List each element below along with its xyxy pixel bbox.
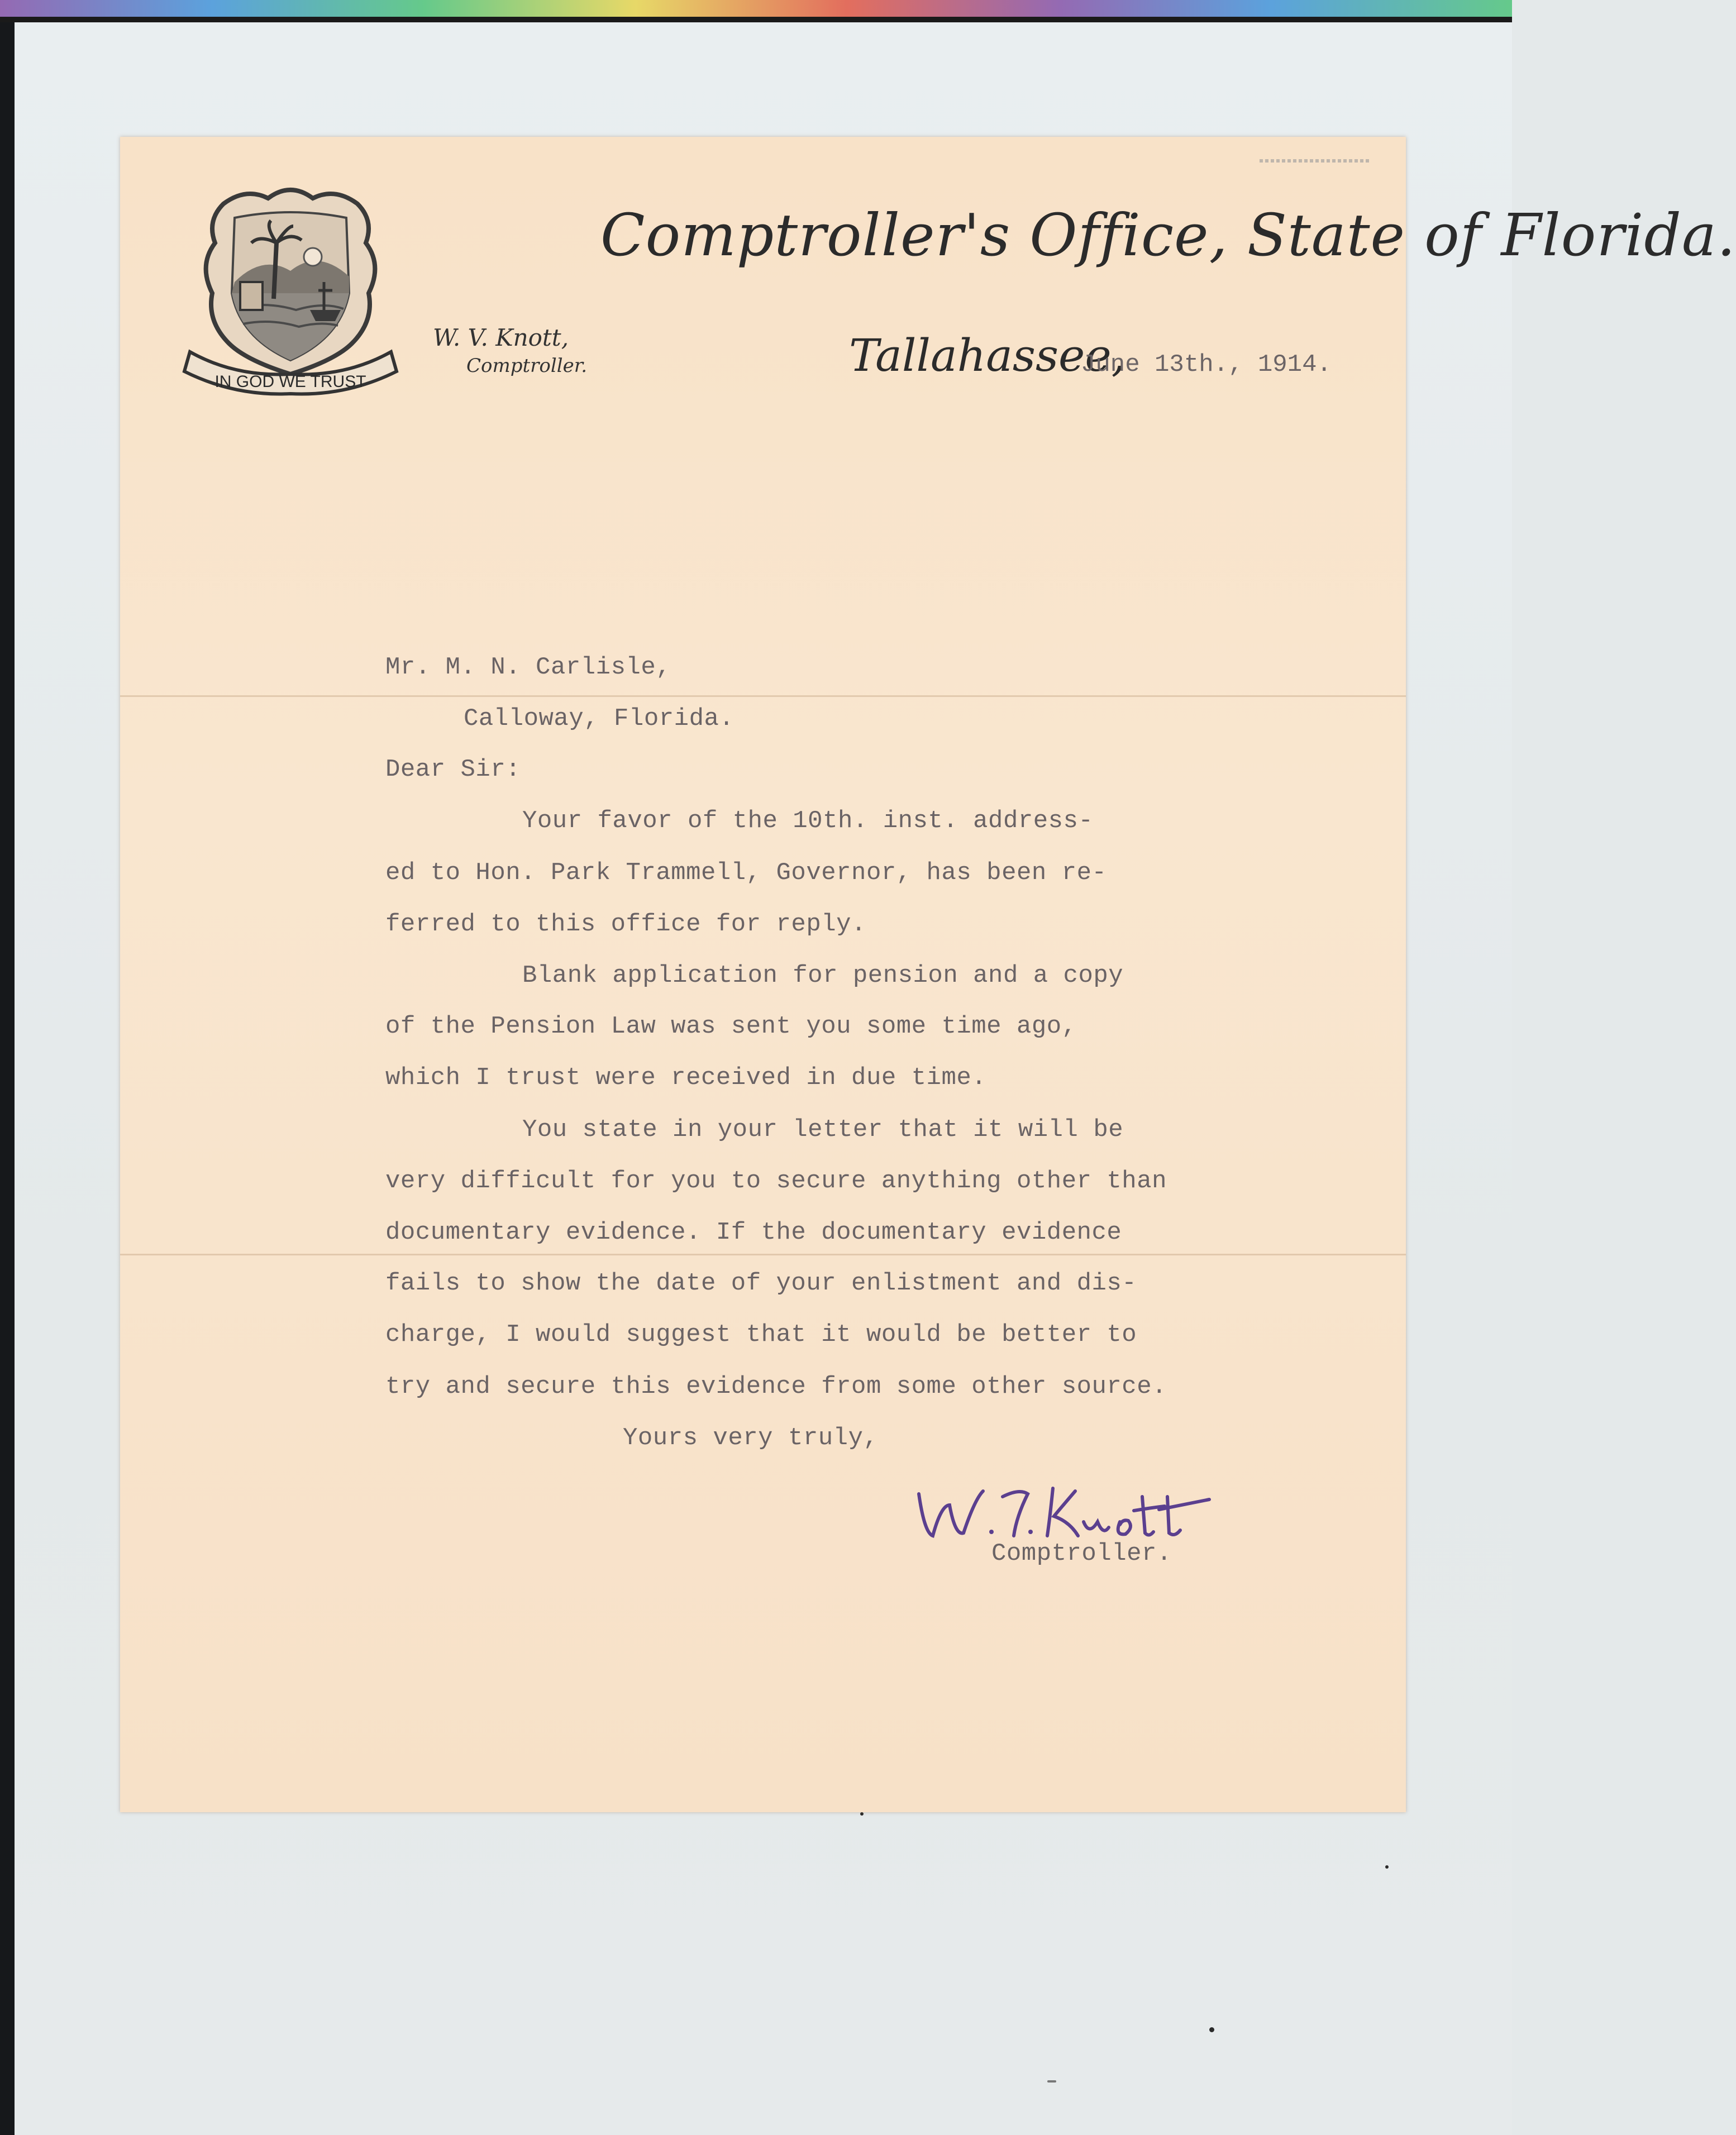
letterhead-city: Tallahassee, <box>849 329 1126 381</box>
letter-paper <box>120 137 1736 1812</box>
body-line: charge, I would suggest that it would be better to <box>385 1321 1137 1349</box>
salutation: Dear Sir: <box>385 756 521 784</box>
letterhead-comptroller-name: W. V. Knott, <box>433 324 569 351</box>
printer-mark <box>1260 159 1371 163</box>
body-line: Blank application for pension and a copy <box>522 962 1124 990</box>
body-line: which I trust were received in due time. <box>385 1064 987 1092</box>
letterhead-title: Comptroller's Office, State of Florida. <box>600 201 1736 269</box>
letterhead-comptroller-title: Comptroller. <box>466 355 588 377</box>
seal-motto: IN GOD WE TRUST <box>214 372 366 391</box>
speck <box>860 1812 864 1816</box>
addressee-location: Calloway, Florida. <box>464 705 735 733</box>
scan-edge-dark <box>0 17 1512 22</box>
fold-line <box>120 1254 1406 1255</box>
scan-left-edge <box>0 22 15 2135</box>
body-line: You state in your letter that it will be <box>522 1116 1124 1144</box>
signer-title: Comptroller. <box>991 1540 1172 1568</box>
body-line: ed to Hon. Park Trammell, Governor, has been re- <box>385 859 1107 887</box>
closing: Yours very truly, <box>623 1424 879 1452</box>
letter-date: June 13th., 1914. <box>1081 351 1332 379</box>
speck <box>1047 2080 1056 2083</box>
speck <box>1385 1865 1389 1869</box>
body-line: fails to show the date of your enlistment and dis- <box>385 1269 1137 1297</box>
speck <box>1209 2027 1214 2032</box>
body-line: try and secure this evidence from some other source. <box>385 1373 1167 1401</box>
body-line: of the Pension Law was sent you some time ago, <box>385 1012 1077 1040</box>
body-line: Your favor of the 10th. inst. address- <box>522 807 1094 835</box>
addressee-name: Mr. M. N. Carlisle, <box>385 653 671 681</box>
body-line: ferred to this office for reply. <box>385 910 866 938</box>
body-line: very difficult for you to secure anything other than <box>385 1167 1167 1195</box>
state-seal-logo <box>173 182 408 405</box>
fold-line <box>120 695 1406 697</box>
body-line: documentary evidence. If the documentary evidence <box>385 1219 1122 1246</box>
scan-color-strip <box>0 0 1512 17</box>
